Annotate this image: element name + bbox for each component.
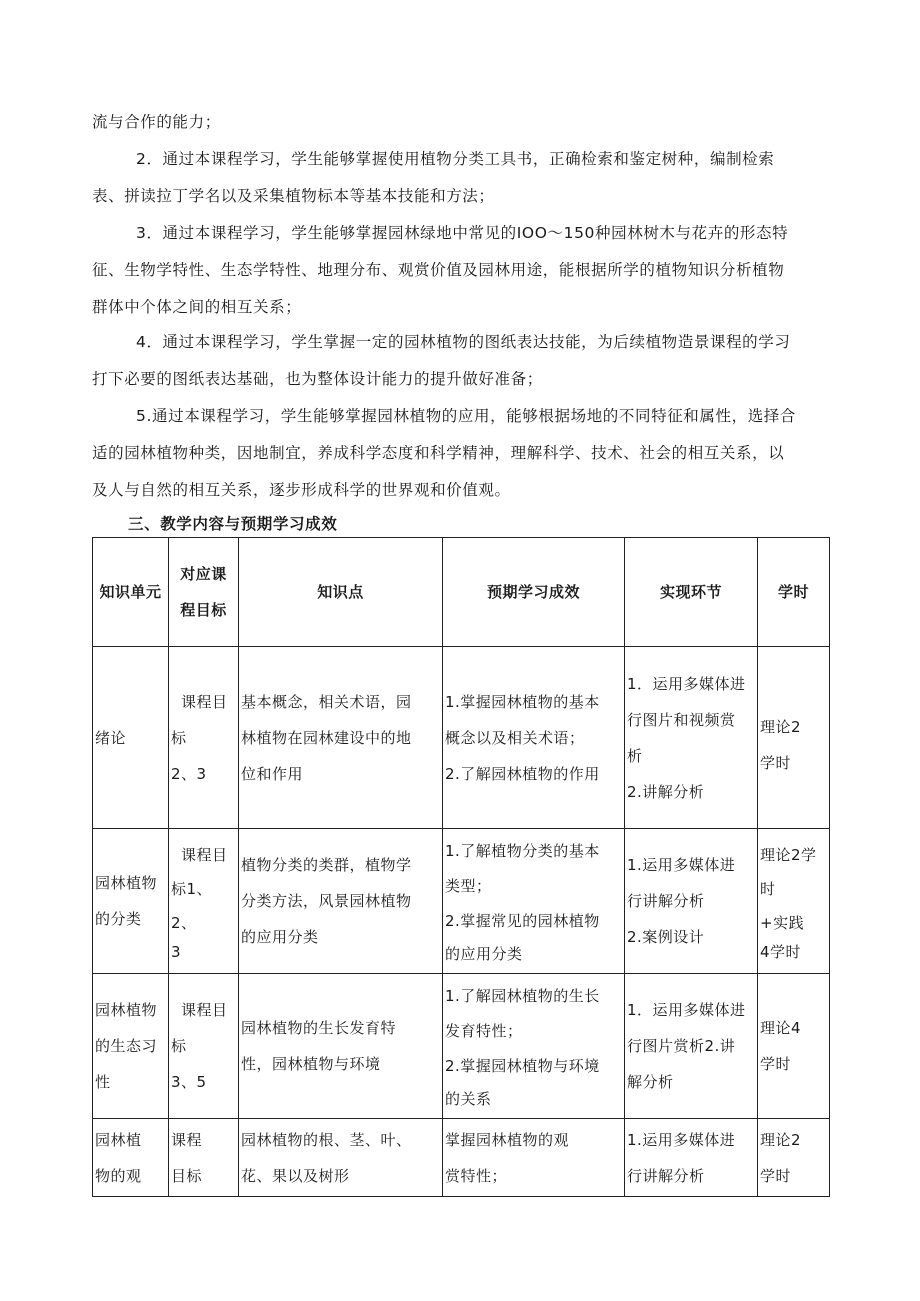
- cell-line: 林植物在园林建设中的地: [241, 728, 412, 747]
- cell-line: 2.掌握常见的园林植物: [445, 911, 600, 930]
- header-points: 知识点: [239, 538, 443, 647]
- cell-line: 的生态习: [95, 1037, 158, 1055]
- cell-points: [239, 974, 443, 1119]
- cell-line: 的分类: [95, 910, 142, 928]
- cell-line: 2.掌握园林植物与环境: [445, 1056, 600, 1075]
- cell-method: [625, 647, 758, 829]
- table-row: [93, 1119, 830, 1197]
- cell-line: 理论2学: [760, 846, 817, 864]
- cell-goal: [169, 647, 239, 829]
- cell-line: 课程目: [181, 846, 228, 864]
- cell-line: 2、3: [171, 764, 207, 783]
- cell-line: 理论2: [760, 1130, 802, 1149]
- cell-line: 3、5: [171, 1073, 207, 1091]
- cell-line: 标1、: [171, 880, 213, 898]
- cell-line: 解分析: [627, 1073, 674, 1091]
- cell-line: 植物分类的类群，植物学: [241, 856, 412, 874]
- cell-hours: [758, 647, 830, 829]
- cell-line: 3: [171, 943, 182, 961]
- cell-line: 4学时: [760, 943, 802, 961]
- cell-points: [239, 829, 443, 974]
- cell-line: 课程目: [181, 692, 228, 711]
- cell-unit: [93, 829, 169, 974]
- cell-line: 理论2: [760, 717, 802, 736]
- paragraph-objective-5: 5.通过本课程学习，学生能够掌握园林植物的应用，能够根据场地的不同特征和属性，选择合 适的园林植物种类，因地制宜，养成科学态度和科学精神，理解科学、技术、社会的相互关系，以 及人与自然的相互关系，逐步形成科学的世界观和价值观。: [92, 407, 796, 499]
- cell-points: [239, 1119, 443, 1197]
- cell-line: 1．运用多媒体进: [627, 1001, 746, 1019]
- cell-line: 1.运用多媒体进: [627, 856, 736, 874]
- cell-points: [239, 647, 443, 829]
- content-table: [92, 537, 830, 1197]
- cell-line: 学时: [760, 753, 792, 772]
- cell-line: 1.了解园林植物的生长: [445, 986, 600, 1005]
- cell-line: 1.掌握园林植物的基本: [445, 692, 600, 711]
- cell-outcome: [443, 1119, 625, 1197]
- paragraph-objective-3: 3．通过本课程学习，学生能够掌握园林绿地中常见的IOO～150种园林树木与花卉的形态特 征、生物学特性、生态学特性、地理分布、观赏价值及园林用途，能根据所学的植物知识分析植物 群体中个体之间的相互关系；: [92, 224, 789, 316]
- cell-method: [625, 974, 758, 1119]
- cell-hours: [758, 1119, 830, 1197]
- cell-line: 标: [171, 1037, 187, 1055]
- cell-line: 课程: [171, 1130, 203, 1149]
- cell-line: 园林植物的根、茎、叶、: [241, 1130, 412, 1149]
- cell-line: 绪论: [95, 728, 127, 747]
- cell-line: 课程目: [181, 1001, 228, 1019]
- table-row: [93, 829, 830, 974]
- header-unit: 知识单元: [93, 538, 169, 647]
- cell-hours: [758, 974, 830, 1119]
- cell-line: 园林植物: [95, 874, 158, 892]
- cell-unit: [93, 647, 169, 829]
- cell-line: 2.讲解分析: [627, 782, 705, 801]
- cell-line: 性: [95, 1073, 111, 1091]
- cell-line: 1．运用多媒体进: [627, 674, 746, 693]
- table-row: [93, 974, 830, 1119]
- cell-goal: [169, 1119, 239, 1197]
- cell-goal: [169, 974, 239, 1119]
- cell-line: 理论4: [760, 1019, 802, 1037]
- cell-line: 行图片和视频赏: [627, 710, 736, 729]
- cell-line: 学时: [760, 1055, 792, 1073]
- cell-line: 花、果以及树形: [241, 1166, 350, 1185]
- table-header-row: [93, 538, 830, 647]
- header-outcome: 预期学习成效: [443, 538, 625, 647]
- cell-line: 物的观: [95, 1166, 142, 1185]
- cell-line: 2、: [171, 914, 197, 932]
- cell-line: 1.运用多媒体进: [627, 1130, 736, 1149]
- cell-goal: [169, 829, 239, 974]
- cell-line: 目标: [171, 1166, 203, 1185]
- cell-line: 的应用分类: [241, 928, 319, 946]
- cell-line: 行图片赏析2.讲: [627, 1037, 736, 1055]
- cell-line: 分类方法，风景园林植物: [241, 892, 412, 910]
- cell-line: 学时: [760, 1166, 792, 1185]
- cell-hours: [758, 829, 830, 974]
- cell-line: 析: [627, 746, 643, 765]
- cell-line: 1.了解植物分类的基本: [445, 841, 600, 860]
- section-heading: 三、教学内容与预期学习成效: [128, 515, 338, 533]
- cell-line: 类型；: [445, 876, 492, 895]
- cell-line: 园林植物的生长发育特: [241, 1019, 397, 1037]
- cell-line: 园林植: [95, 1130, 142, 1149]
- header-goal: [169, 538, 239, 647]
- header-goal-line: 程目标: [180, 601, 227, 619]
- cell-line: 2.案例设计: [627, 928, 705, 946]
- cell-method: [625, 829, 758, 974]
- cell-line: 位和作用: [241, 764, 304, 783]
- cell-line: 概念以及相关术语；: [445, 728, 585, 747]
- cell-line: 的关系: [445, 1089, 492, 1108]
- header-goal-line: 对应课: [180, 565, 227, 583]
- cell-line: 时: [760, 880, 776, 898]
- cell-unit: [93, 1119, 169, 1197]
- cell-line: 掌握园林植物的观: [445, 1130, 570, 1149]
- cell-line: 园林植物: [95, 1001, 158, 1019]
- header-hours: 学时: [758, 538, 830, 647]
- cell-outcome: [443, 974, 625, 1119]
- table-row: [93, 647, 830, 829]
- cell-line: 性，园林植物与环境: [241, 1055, 381, 1073]
- paragraph-objective-2: 2．通过本课程学习，学生能够掌握使用植物分类工具书，正确检索和鉴定树种，编制检索 表、拼读拉丁学名以及采集植物标本等基本技能和方法；: [92, 150, 775, 205]
- cell-line: 赏特性；: [445, 1166, 508, 1185]
- cell-outcome: [443, 829, 625, 974]
- paragraph-continuation: 流与合作的能力；: [92, 113, 221, 131]
- cell-line: 发育特性；: [445, 1021, 523, 1040]
- paragraph-objective-4: 4．通过本课程学习，学生掌握一定的园林植物的图纸表达技能，为后续植物造景课程的学习 打下必要的图纸表达基础，也为整体设计能力的提升做好准备；: [92, 333, 791, 388]
- cell-method: [625, 1119, 758, 1197]
- cell-line: 的应用分类: [445, 944, 523, 963]
- cell-line: +实践: [760, 914, 805, 932]
- cell-line: 行讲解分析: [627, 892, 705, 910]
- cell-line: 基本概念，相关术语，园: [241, 692, 412, 711]
- cell-outcome: [443, 647, 625, 829]
- cell-line: 标: [171, 728, 187, 747]
- header-method: 实现环节: [625, 538, 758, 647]
- cell-line: 2.了解园林植物的作用: [445, 764, 600, 783]
- cell-line: 行讲解分析: [627, 1166, 705, 1185]
- cell-unit: [93, 974, 169, 1119]
